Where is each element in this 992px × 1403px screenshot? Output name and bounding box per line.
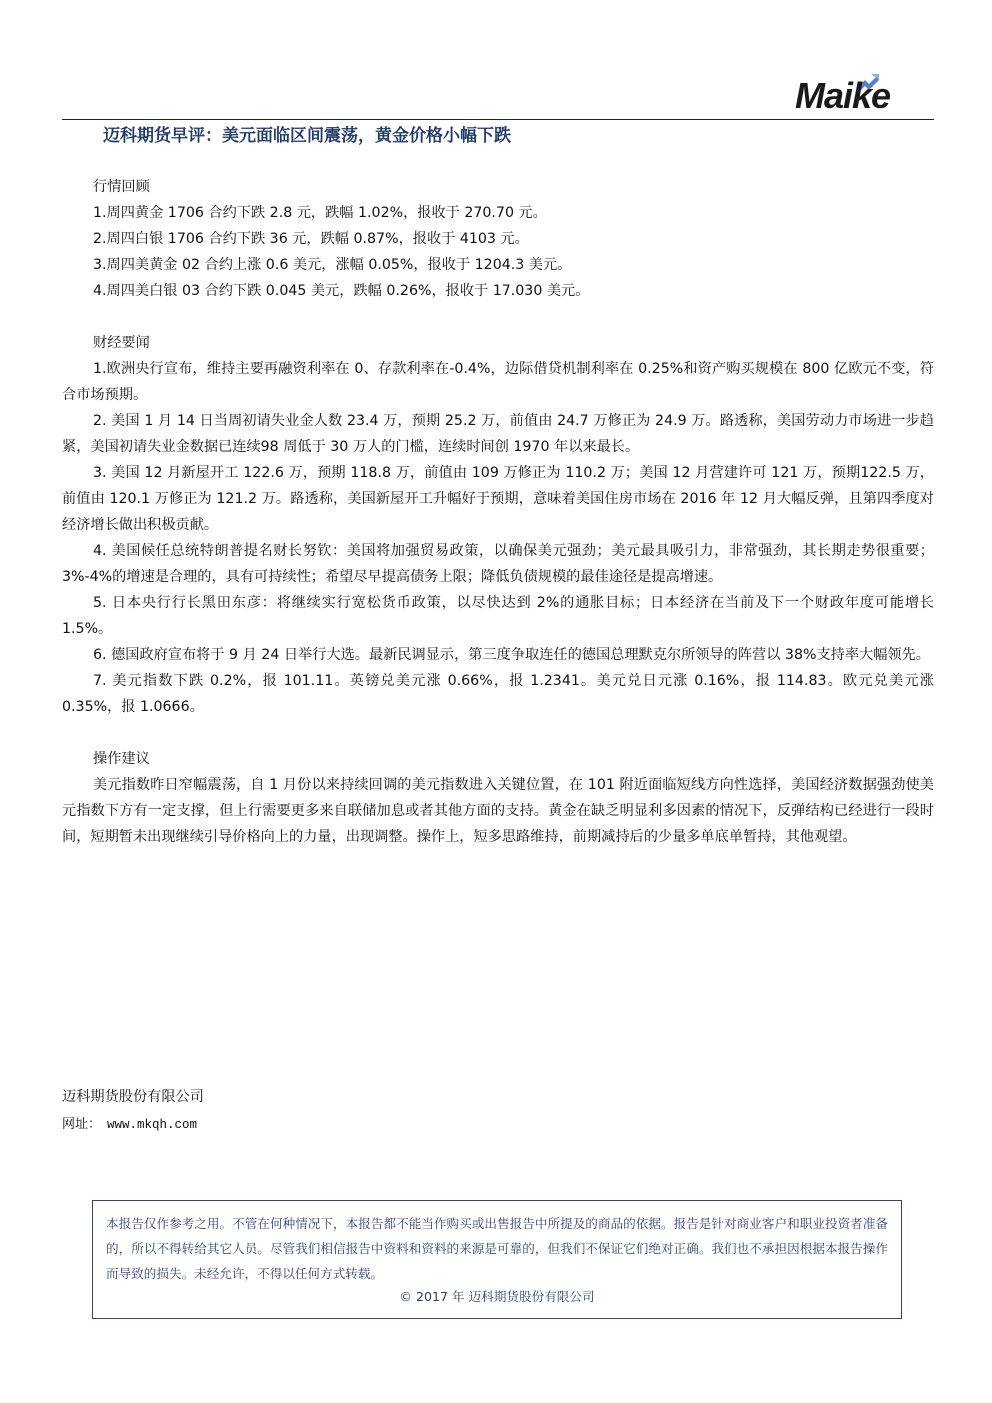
- news-item: 5. 日本央行行长黑田东彦：将继续实行宽松货币政策，以尽快达到 2%的通胀目标；日本经济在当前及下一个财政年度可能增长 1.5%。: [62, 595, 934, 637]
- logo-wordmark: Maike: [795, 75, 891, 116]
- copyright-notice: © 2017 年 迈科期货股份有限公司: [399, 1289, 595, 1304]
- market-review-heading: 行情回顾: [93, 179, 150, 195]
- news-item: 6. 德国政府宣布将于 9 月 24 日举行大选。最新民调显示，第三度争取连任的德国总理默克尔所领导的阵营以 38%支持率大幅领先。: [93, 647, 930, 663]
- news-item: 7. 美元指数下跌 0.2%，报 101.11。英镑兑美元涨 0.66%，报 1.2341。美元兑日元涨 0.16%，报 114.83。欧元兑美元涨 0.35%，报 1.0666。: [62, 673, 934, 715]
- market-review-line: 2.周四白银 1706 合约下跌 36 元，跌幅 0.87%，报收于 4103 元。: [93, 231, 529, 247]
- company-name: 迈科期货股份有限公司: [62, 1089, 204, 1105]
- market-review-line: 3.周四美黄金 02 合约上涨 0.6 美元，涨幅 0.05%，报收于 1204.3 美元。: [93, 257, 572, 273]
- report-title: 迈科期货早评：美元面临区间震荡，黄金价格小幅下跌: [103, 126, 511, 146]
- news-item: 2. 美国 1 月 14 日当周初请失业金人数 23.4 万，预期 25.2 万，前值由 24.7 万修正为 24.9 万。路透称，美国劳动力市场进一步趋紧，美国初请失业金数据已连续98 周低于 30 万人的门槛，连续时间创 1970 年以来最长。: [62, 413, 934, 455]
- website-line: [62, 1114, 197, 1136]
- financial-news-heading: 财经要闻: [93, 335, 150, 351]
- disclaimer-box: [92, 1200, 902, 1319]
- market-review-line: 1.周四黄金 1706 合约下跌 2.8 元，跌幅 1.02%，报收于 270.70 元。: [93, 205, 547, 221]
- news-item: 3. 美国 12 月新屋开工 122.6 万，预期 118.8 万，前值由 109 万修正为 110.2 万；美国 12 月营建许可 121 万，预期122.5 万，前值由 120.1 万修正为 121.2 万。路透称，美国新屋开工升幅好于预期，意味着美国住房市场在 2016 年 12 月大幅反弹，且第四季度对经济增长做出积极贡献。: [62, 465, 934, 533]
- report-body: [62, 174, 934, 850]
- website-label: 网址：: [62, 1117, 102, 1132]
- advice-text: 美元指数昨日窄幅震荡，自 1 月份以来持续回调的美元指数进入关键位置，在 101 附近面临短线方向性选择，美国经济数据强劲使美元指数下方有一定支撑，但上行需要更多来自联储加息或者其他方面的支持。黄金在缺乏明显利多因素的情况下，反弹结构已经进行一段时间，短期暂未出现继续引导价格向上的力量，出现调整。操作上，短多思路维持，前期减持后的少量多单底单暂持，其他观望。: [62, 777, 934, 845]
- disclaimer-text: 本报告仅作参考之用。不管在何种情况下，本报告都不能当作购买或出售报告中所提及的商品的依据。报告是针对商业客户和职业投资者准备的，所以不得转给其它人员。尽管我们相信报告中资料和资料的来源是可靠的，但我们不保证它们绝对正确。我们也不承担因根据本报告操作而导致的损失。未经允许，不得以任何方式转载。: [106, 1216, 888, 1281]
- news-item: 1.欧洲央行宣布，维持主要再融资利率在 0、存款利率在-0.4%，边际借贷机制利率在 0.25%和资产购买规模在 800 亿欧元不变，符合市场预期。: [62, 361, 934, 403]
- news-item: 4. 美国候任总统特朗普提名财长努钦：美国将加强贸易政策，以确保美元强劲；美元最具吸引力，非常强劲，其长期走势很重要；3%-4%的增速是合理的，具有可持续性；希望尽早提高债务上限；降低负债规模的最佳途径是提高增速。: [62, 543, 934, 585]
- maike-logo: [795, 72, 930, 118]
- website-link[interactable]: www.mkqh.com: [107, 1118, 198, 1132]
- header-divider: [62, 119, 934, 120]
- advice-heading: 操作建议: [93, 751, 150, 767]
- market-review-line: 4.周四美白银 03 合约下跌 0.045 美元，跌幅 0.26%，报收于 17.030 美元。: [93, 283, 590, 299]
